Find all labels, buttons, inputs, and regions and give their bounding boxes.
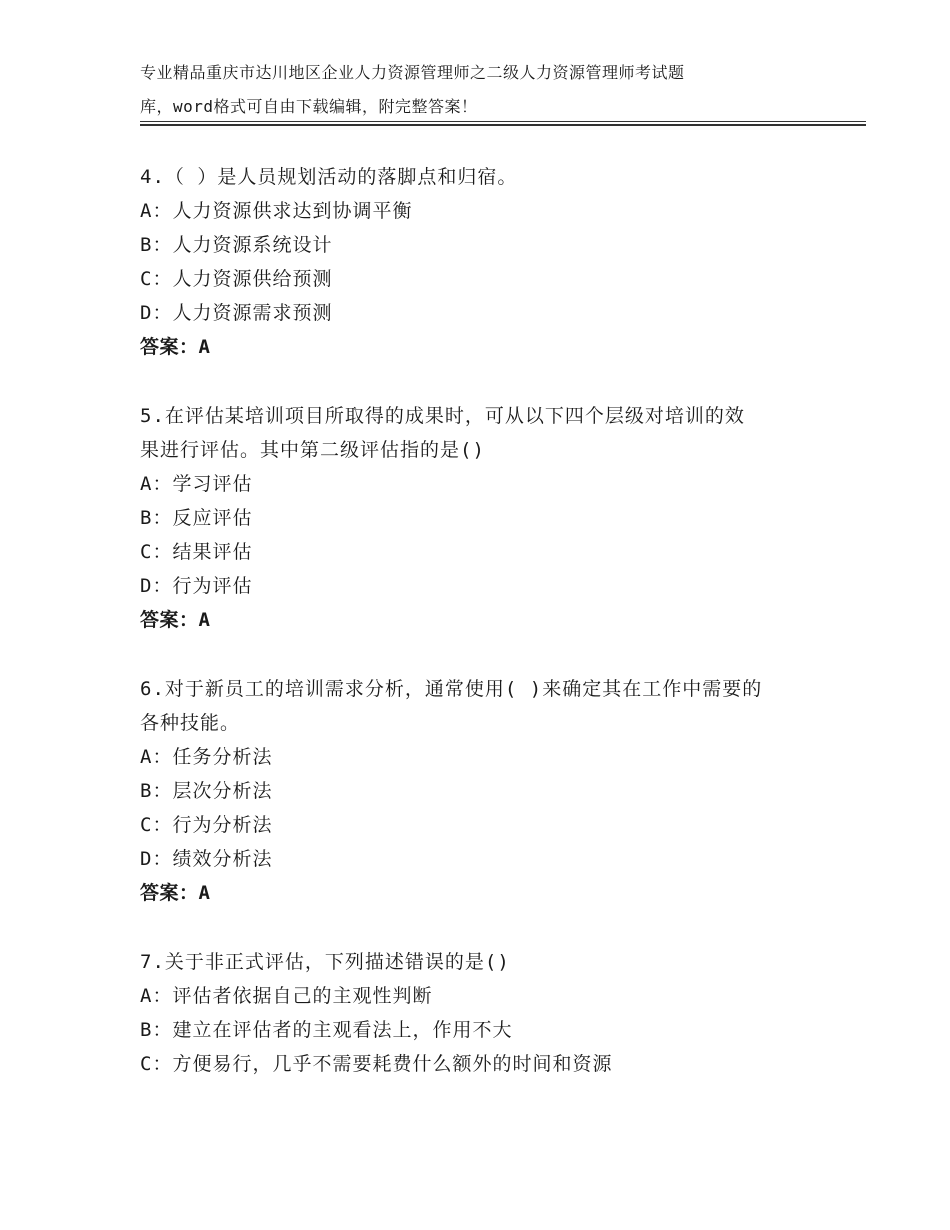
header-title-line-1: 专业精品重庆市达川地区企业人力资源管理师之二级人力资源管理师考试题 [140, 63, 685, 82]
question-stem: 6.对于新员工的培训需求分析，通常使用( )来确定其在工作中需要的 [140, 678, 763, 700]
header-divider-thin [140, 121, 866, 122]
option-b: B：反应评估 [140, 507, 253, 529]
answer-line: 答案：A [140, 336, 211, 358]
question-stem-continued: 各种技能。 [140, 712, 241, 734]
option-c: C：结果评估 [140, 541, 253, 563]
question-5 [140, 399, 820, 637]
question-stem: 4.（ ）是人员规划活动的落脚点和归宿。 [140, 166, 518, 188]
answer-line: 答案：A [140, 609, 211, 631]
document-header [140, 56, 820, 124]
option-a: A：人力资源供求达到协调平衡 [140, 200, 413, 222]
option-c: C：行为分析法 [140, 814, 273, 836]
question-stem: 5.在评估某培训项目所取得的成果时，可从以下四个层级对培训的效 [140, 405, 745, 427]
option-b: B：建立在评估者的主观看法上，作用不大 [140, 1019, 513, 1041]
header-title-line-2: 库，word格式可自由下载编辑，附完整答案！ [140, 97, 478, 116]
option-d: D：行为评估 [140, 575, 253, 597]
option-d: D：绩效分析法 [140, 848, 273, 870]
question-7 [140, 945, 820, 1081]
option-b: B：层次分析法 [140, 780, 273, 802]
question-4 [140, 160, 820, 364]
question-stem-continued: 果进行评估。其中第二级评估指的是() [140, 439, 485, 461]
option-c: C：人力资源供给预测 [140, 268, 333, 290]
option-a: A：学习评估 [140, 473, 253, 495]
answer-line: 答案：A [140, 882, 211, 904]
question-stem: 7.关于非正式评估，下列描述错误的是() [140, 951, 510, 973]
option-b: B：人力资源系统设计 [140, 234, 333, 256]
header-divider-thick [140, 124, 866, 126]
option-a: A：任务分析法 [140, 746, 273, 768]
option-d: D：人力资源需求预测 [140, 302, 333, 324]
option-c: C：方便易行，几乎不需要耗费什么额外的时间和资源 [140, 1053, 613, 1075]
option-a: A：评估者依据自己的主观性判断 [140, 985, 433, 1007]
question-6 [140, 672, 820, 910]
